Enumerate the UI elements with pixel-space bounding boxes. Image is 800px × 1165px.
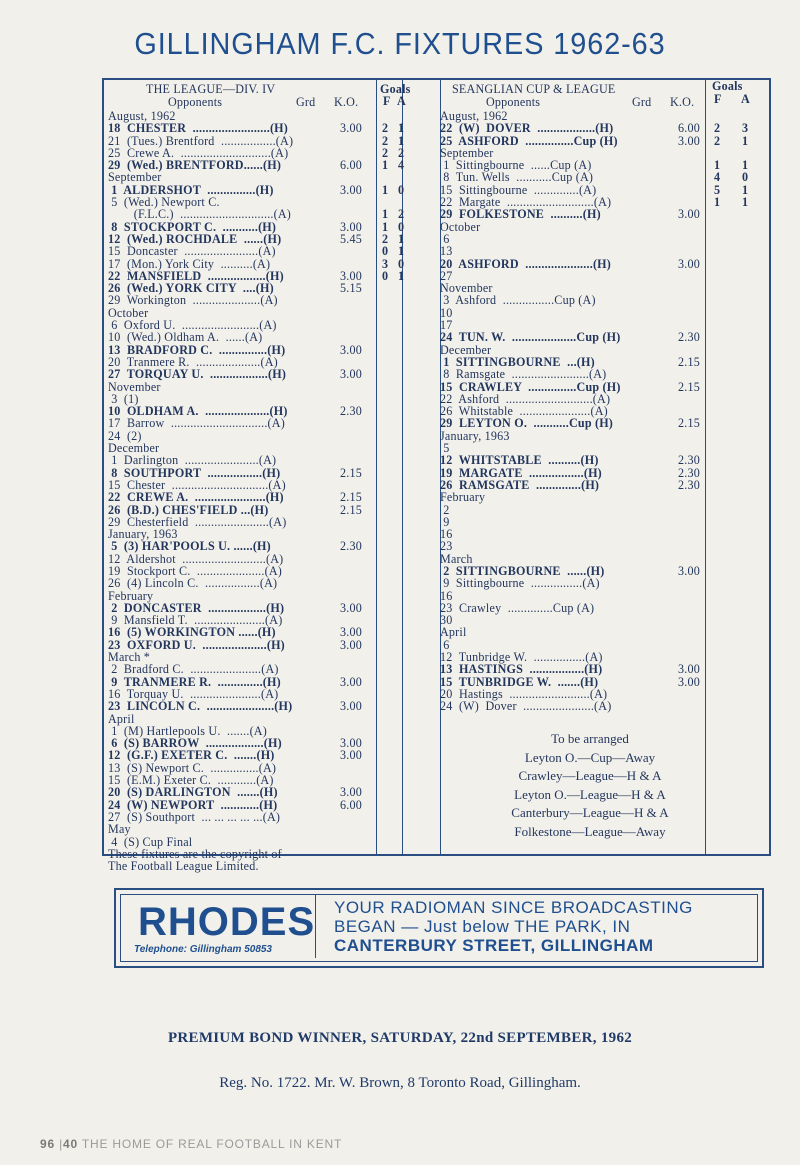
tba-item: Leyton O.—Cup—Away — [524, 749, 656, 765]
fixture-row — [440, 626, 768, 638]
fixture-text: 29 (Wed.) BRENTFORD......(H) — [108, 158, 282, 173]
fixture-text: 6 (S) BARROW ..................(H) — [108, 736, 282, 751]
goals-against: 0 — [398, 256, 405, 271]
fixture-text: 8 SOUTHPORT .................(H) — [108, 465, 281, 480]
fixture-text: 22 Ashford ...........................(A) — [440, 391, 611, 406]
goals-for: 1 — [382, 182, 389, 197]
kick-off-time: 3.00 — [678, 563, 700, 578]
fixture-text: 26 Whitstable ......................(A) — [440, 404, 608, 419]
fixture-text: 15 Chester ..............................(A) — [108, 477, 286, 492]
fixture-text: 16 (5) WORKINGTON ......(H) — [108, 625, 276, 640]
kick-off-time: 3.00 — [340, 268, 362, 283]
fixture-row — [440, 491, 768, 503]
fixture-text: 12 (Wed.) ROCHDALE ......(H) — [108, 231, 282, 246]
kick-off-time: 5.15 — [340, 281, 362, 296]
fixture-text: 23 Crawley ..............Cup (A) — [440, 600, 595, 615]
goals-for: 2 — [382, 133, 389, 148]
fixture-text: 15 Sittingbourne ..............(A) — [440, 182, 597, 197]
fixture-row — [108, 700, 408, 712]
fixture-row — [108, 417, 408, 429]
goals-for: 1 — [382, 207, 389, 222]
fixture-text: 4 (S) Cup Final — [108, 834, 193, 849]
fixture-text: 22 MANSFIELD ..................(H) — [108, 268, 284, 283]
kick-off-time: 3.00 — [678, 662, 700, 677]
fixture-text: The Football League Limited. — [108, 859, 259, 874]
fixture-text: November — [440, 281, 493, 296]
fixture-text: 23 — [440, 539, 453, 554]
fixture-text: 2 DONCASTER ..................(H) — [108, 600, 285, 615]
fixture-text: 2 SITTINGBOURNE ......(H) — [440, 563, 605, 578]
kick-off-time: 3.00 — [678, 133, 700, 148]
fixture-text: February — [108, 588, 154, 603]
goals-against: 1 — [742, 158, 749, 173]
goals-for: 2 — [382, 121, 389, 136]
goals-for: 1 — [382, 219, 389, 234]
kick-off-time: 6.00 — [678, 121, 700, 136]
kick-off-time: 3.00 — [340, 699, 362, 714]
page-title: GILLINGHAM F.C. FIXTURES 1962-63 — [134, 26, 666, 61]
kick-off-time: 6.00 — [340, 158, 362, 173]
fixture-text: 13 — [440, 244, 453, 259]
fixture-text: 25 ASHFORD ...............Cup (H) — [440, 133, 618, 148]
fixture-text: May — [108, 822, 131, 837]
to-be-arranged-heading: To be arranged — [551, 731, 629, 746]
fixture-text: 3 Ashford ................Cup (A) — [440, 293, 596, 308]
kick-off-time: 3.00 — [340, 182, 362, 197]
fixture-text: 16 — [440, 588, 453, 603]
fixture-text: 18 CHESTER ........................(H) — [108, 121, 289, 136]
fixture-text: August, 1962 — [108, 109, 176, 123]
fixture-text: 23 OXFORD U. ....................(H) — [108, 637, 285, 652]
fixture-text: January, 1963 — [108, 527, 178, 542]
premium-bond-heading: PREMIUM BOND WINNER, SATURDAY, 22nd SEPTEMBER, 1962 — [167, 1030, 633, 1046]
kick-off-time: 3.00 — [340, 785, 362, 800]
kick-off-time: 3.00 — [340, 637, 362, 652]
fixture-text: 12 Tunbridge W. ................(A) — [440, 650, 603, 665]
goals-for: 2 — [382, 231, 389, 246]
fixture-text: 8 Ramsgate ........................(A) — [440, 367, 607, 382]
fixture-text: 17 — [440, 318, 453, 333]
kick-off-time: 2.30 — [340, 404, 362, 419]
seanglian-col-opponents: Opponents — [486, 95, 541, 109]
fixture-text: These fixtures are the copyright of — [108, 846, 282, 861]
fixture-text: 27 (S) Southport ... ... ... ... ...(A) — [108, 809, 281, 824]
fixture-text: 12 (G.F.) EXETER C. .......(H) — [108, 748, 275, 763]
fixture-row — [440, 602, 768, 614]
advert-divider — [315, 894, 316, 958]
goals-against: 1 — [398, 268, 405, 283]
kick-off-time: 2.30 — [678, 453, 700, 468]
fixture-text: 10 — [440, 305, 453, 320]
goals-for: 1 — [382, 158, 389, 173]
fixture-text: December — [440, 342, 492, 357]
goals-against: 0 — [742, 170, 749, 185]
fixture-text: 3 (1) — [108, 391, 139, 406]
tba-item: Folkestone—League—Away — [514, 823, 666, 839]
kick-off-time: 3.00 — [678, 256, 700, 271]
seanglian-col-grd: Grd — [632, 95, 652, 109]
fixture-text: 6 — [440, 637, 450, 652]
kick-off-time: 2.15 — [678, 416, 700, 431]
tba-item: Leyton O.—League—H & A — [514, 786, 666, 802]
kick-off-time: 6.00 — [340, 797, 362, 812]
fixture-row — [440, 258, 768, 270]
kick-off-time: 3.00 — [340, 674, 362, 689]
fixture-text: 5 (Wed.) Newport C. — [108, 195, 220, 210]
fixture-text: 15 Doncaster .......................(A) — [108, 244, 276, 259]
league-col-a: A — [397, 94, 406, 108]
kick-off-time: 2.15 — [678, 379, 700, 394]
goals-against: 1 — [398, 133, 405, 148]
goals-against: 2 — [398, 207, 405, 222]
kick-off-time: 5.45 — [340, 231, 362, 246]
fixture-text: January, 1963 — [440, 428, 510, 443]
league-col-opponents: Opponents — [168, 95, 223, 109]
goals-against: 4 — [398, 158, 405, 173]
league-fixture-list — [108, 110, 408, 872]
fixture-text: 8 Tun. Wells ...........Cup (A) — [440, 170, 594, 185]
fixture-text: 1 Sittingbourne ......Cup (A) — [440, 158, 592, 173]
fixture-text: September — [108, 170, 162, 185]
goals-for: 3 — [382, 256, 389, 271]
kick-off-time: 2.15 — [340, 490, 362, 505]
fixture-row — [440, 577, 768, 589]
fixture-row — [440, 221, 768, 233]
fixture-text: 22 (W) DOVER ..................(H) — [440, 121, 614, 136]
fixture-text: December — [108, 441, 160, 456]
fixture-text: 25 Crewe A. ............................(A) — [108, 145, 289, 160]
fixture-row — [440, 430, 768, 442]
fixture-text: 1 ALDERSHOT ...............(H) — [108, 182, 274, 197]
fixture-text: 1 SITTINGBOURNE ...(H) — [440, 354, 595, 369]
tba-item: Canterbury—League—H & A — [511, 805, 669, 820]
goals-against: 3 — [742, 121, 749, 136]
fixture-text: 20 Tranmere R. ....................(A) — [108, 354, 278, 369]
fixture-text: 21 (Tues.) Brentford .................(A) — [108, 133, 294, 148]
fixture-text: 20 ASHFORD .....................(H) — [440, 256, 612, 271]
kick-off-time: 3.00 — [340, 748, 362, 763]
goals-for: 1 — [714, 195, 721, 210]
kick-off-time: 3.00 — [340, 367, 362, 382]
seanglian-col-f: F — [714, 92, 722, 106]
seanglian-heading: SEANGLIAN CUP & LEAGUE — [452, 82, 616, 96]
fixture-text: 30 — [440, 613, 453, 628]
fixture-row — [440, 294, 768, 306]
goals-against: 1 — [398, 121, 405, 136]
goals-for: 0 — [382, 268, 389, 283]
goals-against: 0 — [398, 182, 405, 197]
fixture-row — [440, 528, 768, 540]
fixture-text: April — [440, 625, 467, 640]
fixture-text: 20 (S) DARLINGTON .......(H) — [108, 785, 278, 800]
fixture-text: 15 TUNBRIDGE W. .......(H) — [440, 674, 599, 689]
fixture-text: 22 CREWE A. ......................(H) — [108, 490, 284, 505]
fixture-text: 24 (W) Dover ......................(A) — [440, 699, 612, 714]
fixture-row — [440, 307, 768, 319]
seanglian-goals-label: Goals — [712, 79, 743, 93]
fixture-row — [440, 614, 768, 626]
advert-line-3: CANTERBURY STREET, GILLINGHAM — [334, 936, 654, 955]
page-footer — [40, 1137, 342, 1151]
fixture-row — [108, 860, 408, 872]
fixture-text: 20 Hastings .........................(A) — [440, 686, 608, 701]
premium-bond-winner: Reg. No. 1722. Mr. W. Brown, 8 Toronto Road, Gillingham. — [219, 1075, 581, 1091]
fixture-text: 22 Margate ...........................(A) — [440, 195, 612, 210]
fixture-text: 5 (3) HAR'POOLS U. ......(H) — [108, 539, 271, 554]
advert-phone: Telephone: Gillingham 50853 — [134, 944, 272, 955]
tba-item: Crawley—League—H & A — [518, 768, 662, 783]
fixture-text: 1 Darlington .......................(A) — [108, 453, 277, 468]
fixture-text: 9 — [440, 514, 450, 529]
advert-line-1: YOUR RADIOMAN SINCE BROADCASTING — [334, 898, 693, 917]
fixture-row — [108, 811, 408, 823]
fixture-row — [440, 504, 768, 516]
fixture-row — [440, 479, 768, 491]
fixture-text: 6 — [440, 231, 450, 246]
goals-against: 1 — [398, 244, 405, 259]
fixture-text: April — [108, 711, 135, 726]
fixture-text: 29 LEYTON O. ...........Cup (H) — [440, 416, 614, 431]
to-be-arranged — [440, 730, 740, 841]
footer-mark: 96 — [40, 1137, 55, 1151]
fixture-text: 12 Aldershot ..........................(A) — [108, 551, 284, 566]
fixture-text: February — [440, 490, 486, 505]
rhodes-advert — [114, 888, 764, 968]
fixture-text: 26 (4) Lincoln C. .................(A) — [108, 576, 278, 591]
fixture-text: March * — [108, 650, 151, 665]
league-col-ko: K.O. — [334, 95, 359, 109]
fixture-text: 24 (W) NEWPORT ............(H) — [108, 797, 278, 812]
goals-for: 4 — [714, 170, 721, 185]
fixture-row — [440, 540, 768, 552]
league-col-grd: Grd — [296, 95, 316, 109]
kick-off-time: 2.30 — [340, 539, 362, 554]
fixture-row — [440, 208, 768, 220]
goals-against: 1 — [742, 195, 749, 210]
fixture-text: (F.L.C.) .............................(A) — [108, 207, 292, 222]
fixture-text: 24 TUN. W. ....................Cup (H) — [440, 330, 621, 345]
seanglian-col-a: A — [741, 92, 750, 106]
fixture-text: 16 Torquay U. ......................(A) — [108, 686, 279, 701]
kick-off-time: 3.00 — [340, 219, 362, 234]
kick-off-time: 3.00 — [678, 207, 700, 222]
fixture-text: September — [440, 145, 494, 160]
fixture-text: October — [108, 305, 149, 320]
footer-separator: | — [59, 1137, 64, 1151]
fixture-text: 23 LINCOLN C. .....................(H) — [108, 699, 293, 714]
fixture-text: 17 (Mon.) York City ..........(A) — [108, 256, 271, 271]
kick-off-time: 2.15 — [340, 502, 362, 517]
fixture-text: 29 Chesterfield .......................(A) — [108, 514, 287, 529]
footer-text: THE HOME OF REAL FOOTBALL IN KENT — [81, 1137, 343, 1151]
league-heading: THE LEAGUE—DIV. IV — [146, 82, 276, 96]
kick-off-time: 2.15 — [678, 354, 700, 369]
goals-against: 1 — [398, 231, 405, 246]
kick-off-time: 2.30 — [678, 465, 700, 480]
fixture-text: 10 (Wed.) Oldham A. ......(A) — [108, 330, 263, 345]
fixture-text: 1 (M) Hartlepools U. .......(A) — [108, 723, 267, 738]
goals-for: 0 — [382, 244, 389, 259]
fixture-row — [108, 381, 408, 393]
fixture-text: 5 — [440, 441, 450, 456]
fixture-text: 9 Sittingbourne ................(A) — [440, 576, 600, 591]
fixture-text: 26 RAMSGATE ..............(H) — [440, 477, 600, 492]
kick-off-time: 3.00 — [340, 600, 362, 615]
fixture-text: October — [440, 219, 481, 234]
fixture-text: 19 Stockport C. .....................(A) — [108, 563, 283, 578]
fixture-text: 27 — [440, 268, 453, 283]
advert-line-2: BEGAN — Just below THE PARK, IN — [334, 917, 631, 936]
advert-brand: RHODES — [138, 900, 316, 944]
kick-off-time: 3.00 — [340, 342, 362, 357]
fixture-text: 10 OLDHAM A. ....................(H) — [108, 404, 288, 419]
fixture-text: 13 BRADFORD C. ...............(H) — [108, 342, 286, 357]
goals-for: 2 — [714, 121, 721, 136]
fixture-text: 24 (2) — [108, 428, 142, 443]
advert-text — [334, 898, 754, 955]
seanglian-col-ko: K.O. — [670, 95, 695, 109]
fixture-text: 8 STOCKPORT C. ...........(H) — [108, 219, 277, 234]
fixture-text: March — [440, 551, 473, 566]
fixture-text: 27 TORQUAY U. ..................(H) — [108, 367, 287, 382]
kick-off-time: 3.00 — [340, 625, 362, 640]
fixture-text: 16 — [440, 527, 453, 542]
fixture-text: 19 MARGATE .................(H) — [440, 465, 602, 480]
fixture-row — [108, 294, 408, 306]
fixture-text: 2 Bradford C. ......................(A) — [108, 662, 279, 677]
fixture-text: 13 HASTINGS .................(H) — [440, 662, 603, 677]
fixture-text: 15 (E.M.) Exeter C. ............(A) — [108, 773, 274, 788]
fixture-text: 15 CRAWLEY ...............Cup (H) — [440, 379, 621, 394]
goals-against: 2 — [398, 145, 405, 160]
fixture-text: August, 1962 — [440, 109, 508, 123]
footer-page-number: 40 — [63, 1137, 78, 1151]
fixture-row — [440, 233, 768, 245]
fixture-text: 9 TRANMERE R. ..............(H) — [108, 674, 281, 689]
fixture-text: 6 Oxford U. ........................(A) — [108, 318, 277, 333]
kick-off-time: 2.30 — [678, 330, 700, 345]
fixture-row — [440, 516, 768, 528]
league-goals-label: Goals — [380, 82, 411, 96]
goals-against: 1 — [742, 182, 749, 197]
kick-off-time: 3.00 — [678, 674, 700, 689]
fixture-text: 13 (S) Newport C. ...............(A) — [108, 760, 277, 775]
goals-against: 0 — [398, 219, 405, 234]
fixture-text: 26 (B.D.) CHES'FIELD ...(H) — [108, 502, 269, 517]
goals-for: 1 — [714, 158, 721, 173]
kick-off-time: 2.30 — [678, 477, 700, 492]
league-col-f: F — [383, 94, 391, 108]
fixture-row — [440, 700, 768, 712]
fixture-text: 26 (Wed.) YORK CITY ....(H) — [108, 281, 274, 296]
kick-off-time: 2.15 — [340, 465, 362, 480]
fixture-text: November — [108, 379, 161, 394]
seanglian-fixture-list — [440, 110, 768, 713]
fixture-text: 29 FOLKESTONE ..........(H) — [440, 207, 601, 222]
kick-off-time: 3.00 — [340, 736, 362, 751]
fixture-text: 29 Workington .....................(A) — [108, 293, 278, 308]
fixture-row — [108, 639, 408, 651]
goals-for: 5 — [714, 182, 721, 197]
kick-off-time: 3.00 — [340, 121, 362, 136]
goals-for: 2 — [714, 133, 721, 148]
goals-for: 2 — [382, 145, 389, 160]
fixture-text: 9 Mansfield T. ......................(A) — [108, 613, 283, 628]
goals-against: 1 — [742, 133, 749, 148]
fixture-text: 2 — [440, 502, 450, 517]
fixture-text: 17 Barrow ..............................(A) — [108, 416, 285, 431]
fixture-text: 12 WHITSTABLE ..........(H) — [440, 453, 599, 468]
